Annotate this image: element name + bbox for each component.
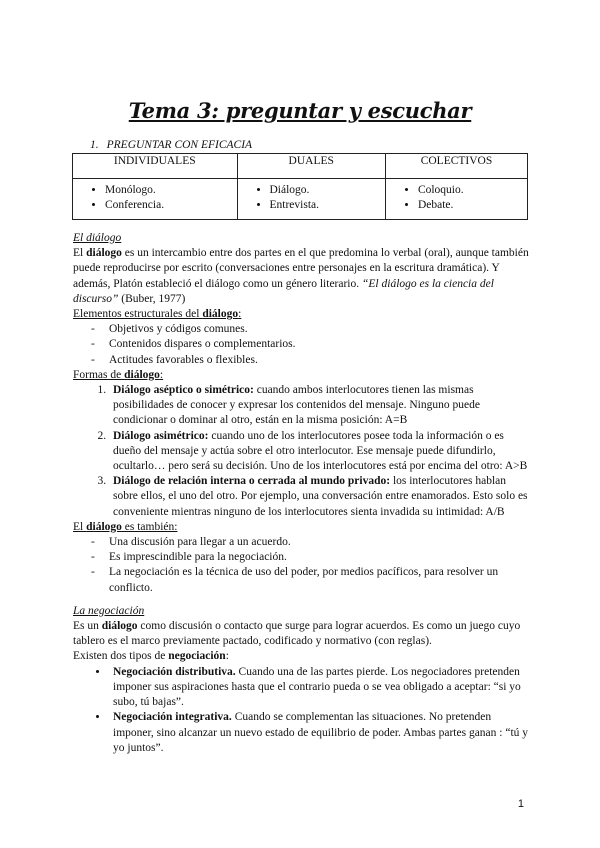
list-item: 3. Diálogo de relación interna o cerrada al mundo privado: los interlocutores hablan sobre ellos, el uno del otro. Por ejemplo, una conversación entre enamorados. Esto solo es conveniente mientras ninguno de los interlocutores sienta invadida su intimidad: A/B [109, 474, 531, 520]
document-title: Tema 3: preguntar y escuchar [128, 98, 472, 123]
list-item: - Actitudes favorables o flexibles. [91, 353, 531, 368]
table-row [73, 179, 528, 220]
list-label-tambien: El diálogo es también: [73, 520, 178, 533]
subsection-heading-negociacion: La negociación [73, 604, 145, 617]
section-number: 1. [90, 139, 99, 151]
table-cell [73, 179, 238, 220]
list-item: 1. Diálogo aséptico o simétrico: cuando ambos interlocutores tienen las mismas posibilidades de conocer y expresar los contenidos del mensaje. Ninguno puede condicionar o dominar al otro, están en la misma posición: A=B [109, 383, 531, 429]
subsection-heading-dialogo: El diálogo [73, 232, 122, 244]
table-header: DUALES [237, 154, 385, 179]
list-item: • Conferencia. [105, 198, 231, 213]
list-label-elementos: Elementos estructurales del diálogo: [73, 308, 242, 321]
tipos-list [73, 665, 531, 756]
section-title: PREGUNTAR CON EFICACIA [106, 139, 253, 151]
list-item: • Debate. [418, 198, 521, 213]
paragraph: Es un diálogo como discusión o contacto que surge para lograr acuerdos. Es como un juego cuyo tablero es el marco previamente pactado, codificado y normativo (con reglas). [73, 620, 521, 648]
list-item: • Coloquio. [418, 183, 521, 198]
table-cell [237, 179, 385, 220]
paragraph: El diálogo es un intercambio entre dos partes en el que predomina lo verbal (oral), aunque también puede reproducirse por escrito (conversaciones entre personajes en la escritura dramática). Y además, Platón estableció el diálogo como un género literario. “El diálogo es la ciencia del discurso” (Buber, 1977) [73, 247, 529, 305]
list-label-tipos: Existen dos tipos de negociación: [73, 650, 229, 663]
section-heading [90, 139, 252, 151]
list-item: • Monólogo. [105, 183, 231, 198]
dialogue-forms-table [72, 153, 528, 220]
table-header: COLECTIVOS [385, 154, 527, 179]
elementos-list [73, 322, 531, 368]
list-item: • Negociación integrativa. Cuando se complementan las situaciones. No pretenden imponer, sino alcanzar un nuevo estado de equilibrio de poder. Ambas partes ganan : “tú y yo juntos”. [109, 710, 531, 756]
list-item: • Negociación distributiva. Cuando una de las partes pierde. Los negociadores pretenden imponer sus aspiraciones hasta que el contrario pueda o se vea obligado a aceptar: “si yo subo, tú bajas”. [109, 665, 531, 711]
list-label-formas: Formas de diálogo: [73, 368, 164, 381]
list-item: 2. Diálogo asimétrico: cuando uno de los interlocutores posee toda la información o es dueño del mensaje y actúa sobre el otro interlocutor. Ese mensaje puede difundirlo, ocultarlo… pero será su decisión. Uno de los interlocutores está por encima del otro: A>B [109, 429, 531, 475]
list-item: - Objetivos y códigos comunes. [91, 322, 531, 337]
list-item: • Diálogo. [270, 183, 379, 198]
document-body [73, 231, 531, 756]
table-cell [385, 179, 527, 220]
tambien-list [73, 535, 531, 596]
list-item: - La negociación es la técnica de uso del poder, por medios pacíficos, para resolver un conflicto. [91, 565, 531, 595]
list-item: - Es imprescindible para la negociación. [91, 550, 531, 565]
list-item: - Contenidos dispares o complementarios. [91, 337, 531, 352]
formas-list [73, 383, 531, 520]
list-item: - Una discusión para llegar a un acuerdo. [91, 535, 531, 550]
list-item: • Entrevista. [270, 198, 379, 213]
page-number: 1 [517, 798, 524, 810]
table-header: INDIVIDUALES [73, 154, 238, 179]
table-header-row [73, 154, 528, 179]
